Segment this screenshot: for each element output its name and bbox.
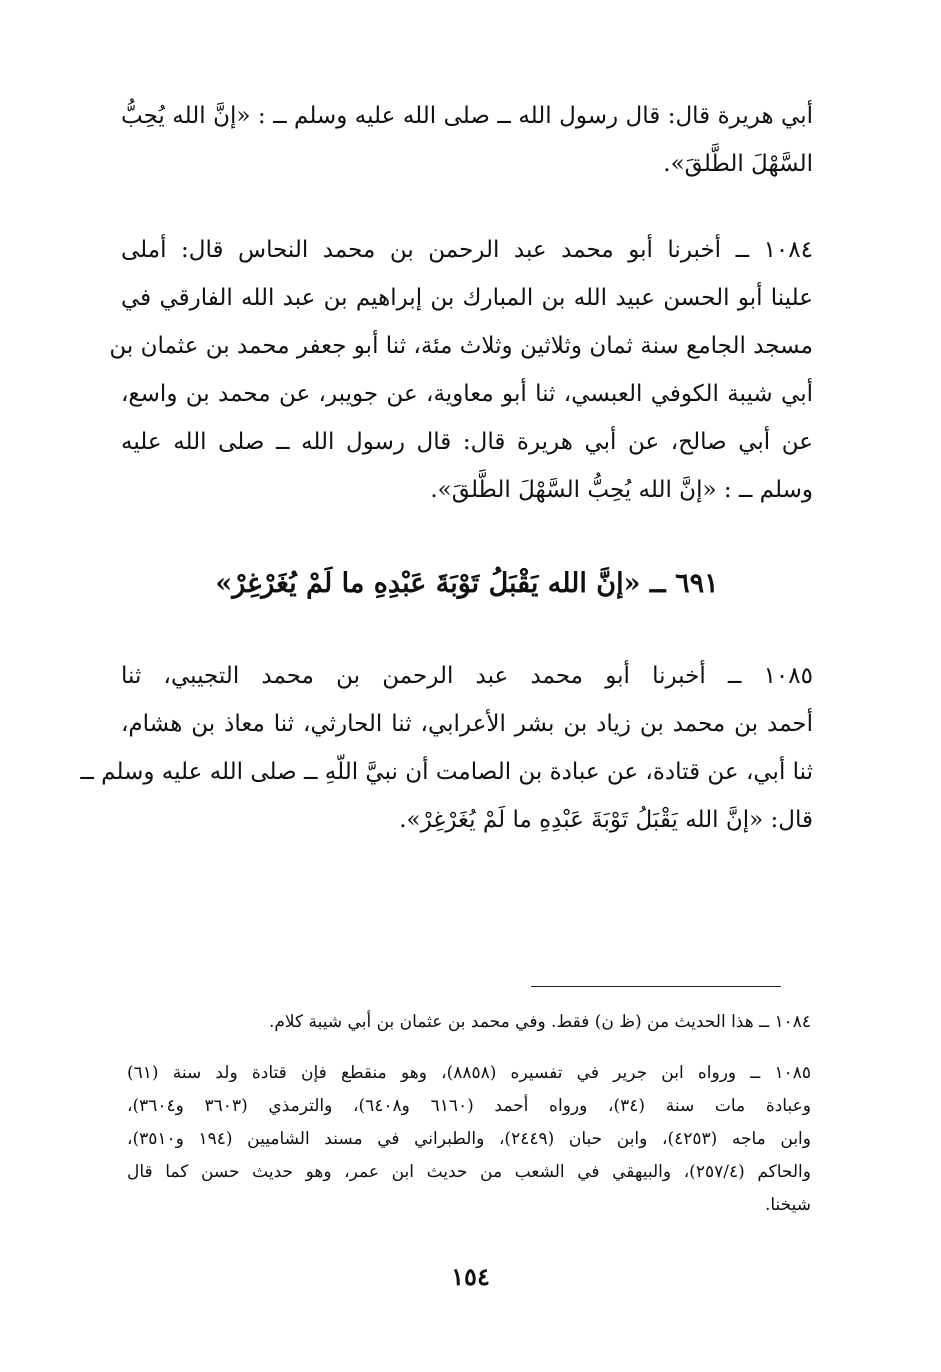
- footnote-line: شيخنا.: [764, 1195, 811, 1215]
- page-number: ١٥٤: [451, 1262, 490, 1291]
- text-line: عن أبي صالح، عن أبي هريرة قال: قال رسول الله ــ صلى الله عليه: [121, 429, 813, 455]
- paragraph-hadith-1084: [109, 226, 813, 514]
- text-line: ثنا أبي، عن قتادة، عن عبادة بن الصامت أن نبيَّ اللّهِ ــ صلى الله عليه وسلم ــ: [80, 759, 813, 785]
- text-line: وسلم ــ : «إنَّ الله يُحِبُّ السَّهْلَ الطَّلقَ».: [430, 477, 813, 503]
- footnote-spacer: [127, 1039, 811, 1057]
- paragraph-hadith-1085: [80, 652, 813, 844]
- footnote-line: وعبادة مات سنة (٣٤)، ورواه أحمد (٦١٦٠ و٦٤٠٨)، والترمذي (٣٦٠٣ و٣٦٠٤)،: [127, 1096, 811, 1116]
- footnote-line: ١٠٨٥ ــ ورواه ابن جرير في تفسيره (٨٨٥٨)، وهو منقطع فإن قتادة ولد سنة (٦١): [127, 1063, 811, 1083]
- text-line: أبي شيبة الكوفي العبسي، ثنا أبو معاوية، عن جويبر، عن محمد بن واسع،: [121, 381, 813, 407]
- paragraph-spacer: [121, 188, 813, 226]
- text-line: السَّهْلَ الطَّلقَ».: [663, 151, 813, 177]
- footnote-1085: [127, 1057, 811, 1222]
- footnotes: [127, 1006, 811, 1222]
- section-heading: ٦٩١ ــ «إنَّ الله يَقْبَلُ تَوْبَةَ عَبْدِهِ ما لَمْ يُغَرْغِرْ»: [215, 568, 719, 599]
- text-line: ١٠٨٥ ــ أخبرنا أبو محمد عبد الرحمن بن محمد التجيبي، ثنا: [121, 663, 813, 689]
- text-line: مسجد الجامع سنة ثمان وثلاثين وثلاث مئة، ثنا أبو جعفر محمد بن عثمان بن: [109, 333, 813, 359]
- footnote-line: والحاكم (٢٥٧/٤)، والبيهقي في الشعب من حديث ابن عمر، وهو حديث حسن كما قال: [127, 1162, 811, 1182]
- footnote-line: وابن ماجه (٤٢٥٣)، وابن حبان (٢٤٤٩)، والطبراني في مسند الشاميين (١٩٤ و٣٥١٠)،: [127, 1129, 811, 1149]
- footnote-1084: [127, 1006, 811, 1039]
- main-text: [80, 92, 813, 844]
- footnote-line: ١٠٨٤ ــ هذا الحديث من (ظ ن) فقط. وفي محمد بن عثمان بن أبي شيبة كلام.: [268, 1012, 811, 1032]
- text-line: أحمد بن محمد بن زياد بن بشر الأعرابي، ثنا الحارثي، ثنا معاذ بن هشام،: [121, 711, 813, 737]
- text-line: أبي هريرة قال: قال رسول الله ــ صلى الله عليه وسلم ــ : «إنَّ الله يُحِبُّ: [121, 103, 813, 129]
- text-line: ١٠٨٤ ــ أخبرنا أبو محمد عبد الرحمن بن محمد النحاس قال: أملى: [121, 237, 813, 263]
- paragraph-continuation: [121, 92, 813, 188]
- text-line: قال: «إنَّ الله يَقْبَلُ تَوْبَةَ عَبْدِهِ ما لَمْ يُغَرْغِرْ».: [399, 807, 813, 833]
- footnote-separator: [531, 986, 781, 987]
- text-line: علينا أبو الحسن عبيد الله بن المبارك بن إبراهيم بن عبد الله الفارقي في: [121, 285, 813, 311]
